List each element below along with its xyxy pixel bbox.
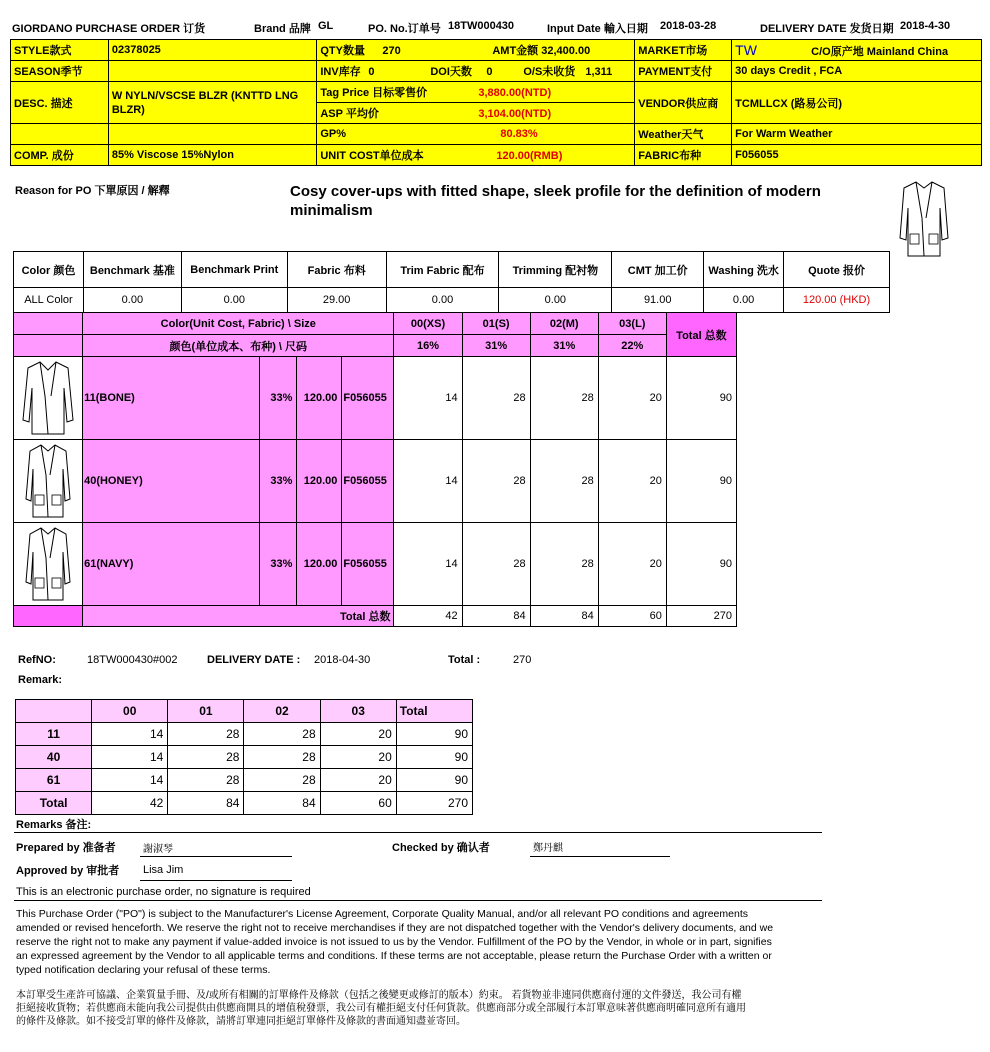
- summary-cell: 20: [320, 769, 396, 792]
- summary-cell: 90: [396, 746, 472, 769]
- season-value: [108, 61, 317, 82]
- approved-label: Approved by 审批者: [16, 865, 120, 877]
- market-value: TW: [735, 41, 757, 58]
- size-total-label: Total 总数: [83, 606, 394, 627]
- prepared-label: Prepared by 准备者: [16, 842, 116, 854]
- cost-value-cell: 0.00: [704, 288, 784, 313]
- summary-cell: 14: [92, 746, 168, 769]
- asp-label: ASP 平均价: [320, 108, 379, 120]
- summary-row-label: Total: [16, 792, 92, 815]
- color-fabric: F056055: [342, 523, 394, 606]
- size-pct: 31%: [462, 335, 530, 357]
- size-total-cell: 60: [598, 606, 666, 627]
- summary-total-row: [16, 792, 473, 815]
- summary-row-label: 11: [16, 723, 92, 746]
- row-total: 90: [666, 440, 736, 523]
- color-name: 40(HONEY): [83, 440, 260, 523]
- asp-value: 3,104.00(NTD): [478, 108, 552, 120]
- qty-cell: 28: [530, 440, 598, 523]
- size-header-row: [14, 313, 737, 335]
- tag-price-label: Tag Price 目标零售价: [320, 87, 428, 99]
- fabric-label: FABRIC布种: [635, 145, 732, 166]
- co-value: Mainland China: [866, 45, 949, 58]
- grand-total-cell: 270: [666, 606, 736, 627]
- garment-sketch-navy: [14, 523, 83, 606]
- summary-cell: 84: [168, 792, 244, 815]
- summary-cell: 60: [320, 792, 396, 815]
- summary-cell: 270: [396, 792, 472, 815]
- reason-text: Cosy cover-ups with fitted shape, sleek profile for the definition of modern minimalism: [290, 183, 821, 219]
- size-total-row: [14, 606, 737, 627]
- cost-header-cell: Trim Fabric 配布: [386, 252, 499, 288]
- cost-value-cell: 0.00: [181, 288, 287, 313]
- garment-sketch-honey: [14, 440, 83, 523]
- style-label: STYLE款式: [11, 40, 109, 61]
- reason-label: Reason for PO 下單原因 / 解釋: [15, 185, 170, 197]
- divider: [14, 832, 822, 833]
- qty-cell: 28: [462, 523, 530, 606]
- size-total-cell: 42: [394, 606, 462, 627]
- input-date-value: 2018-03-28: [660, 20, 717, 32]
- cost-header-cell: Trimming 配衬物: [499, 252, 612, 288]
- qty-value: 270: [382, 45, 401, 57]
- ref-total-value: 270: [513, 654, 532, 666]
- remarks-label: Remarks 备注:: [16, 819, 92, 831]
- color-cost: 120.00: [297, 357, 342, 440]
- color-cost: 120.00: [297, 523, 342, 606]
- color-name: 11(BONE): [83, 357, 260, 440]
- checked-label: Checked by 确认者: [392, 842, 490, 854]
- signature-line: [140, 880, 292, 881]
- co-label: C/O原产地: [811, 45, 864, 58]
- summary-cell: 20: [320, 746, 396, 769]
- style-value: 02378025: [108, 40, 317, 61]
- size-header: 01(S): [462, 313, 530, 335]
- terms-english: [16, 907, 773, 977]
- summary-cell: 84: [244, 792, 320, 815]
- comp-label: COMP. 成份: [11, 145, 109, 166]
- signature-line: [530, 856, 670, 857]
- input-date-label: Input Date 輸入日期: [547, 23, 648, 35]
- ref-delivery-label: DELIVERY DATE :: [207, 654, 301, 666]
- qty-cell: 28: [530, 523, 598, 606]
- gp-label: GP%: [320, 128, 347, 140]
- payment-label: PAYMENT支付: [635, 61, 732, 82]
- unit-cost-value: 120.00(RMB): [496, 150, 563, 162]
- qty-cell: 20: [598, 523, 666, 606]
- market-label: MARKET市场: [635, 40, 732, 61]
- delivery-date-value: 2018-4-30: [900, 20, 951, 32]
- size-header: 00(XS): [394, 313, 462, 335]
- summary-row: [16, 746, 473, 769]
- size-total-cell: 84: [462, 606, 530, 627]
- qty-cell: 28: [462, 440, 530, 523]
- terms-en-line: amended or revised henceforth. We reserve the right not to receive merchandises if they are not dispatched together with the Vendor's delivery documents, and we: [16, 922, 774, 934]
- summary-header-cell: 03: [320, 700, 396, 723]
- summary-row: [16, 723, 473, 746]
- color-cost: 120.00: [297, 440, 342, 523]
- size-header-line1: Color(Unit Cost, Fabric) \ Size: [83, 313, 394, 335]
- cost-value-cell: 29.00: [287, 288, 386, 313]
- summary-cell: 28: [244, 746, 320, 769]
- qty-cell: 14: [394, 440, 462, 523]
- remark-label: Remark:: [18, 674, 63, 686]
- color-fabric: F056055: [342, 357, 394, 440]
- cost-value-cell: 0.00: [386, 288, 499, 313]
- cost-header-cell: Fabric 布料: [287, 252, 386, 288]
- weather-value: For Warm Weather: [732, 124, 982, 145]
- electronic-note: This is an electronic purchase order, no signature is required: [16, 886, 311, 898]
- qty-cell: 14: [394, 523, 462, 606]
- size-header: 02(M): [530, 313, 598, 335]
- row-total: 90: [666, 357, 736, 440]
- row-total: 90: [666, 523, 736, 606]
- terms-en-line: This Purchase Order ("PO") is subject to the Manufacturer's License Agreement, Corporate Quality Manual, and/or all relevant PO conditions and agreements: [16, 908, 748, 920]
- unit-cost-label: UNIT COST单位成本: [320, 150, 424, 162]
- po-info-grid: [10, 39, 982, 166]
- cost-header-cell: Washing 洗水: [704, 252, 784, 288]
- summary-row-label: 40: [16, 746, 92, 769]
- cost-header-cell: Quote 报价: [784, 252, 890, 288]
- amt-label: AMT金额: [492, 45, 539, 57]
- summary-cell: 42: [92, 792, 168, 815]
- color-fabric: F056055: [342, 440, 394, 523]
- qty-label: QTY数量: [320, 45, 365, 57]
- brand-value: GL: [318, 20, 334, 32]
- size-pct: 22%: [598, 335, 666, 357]
- brand-label: Brand 品牌: [254, 23, 311, 35]
- doi-value: 0: [486, 66, 493, 78]
- cost-value-cell: ALL Color: [14, 288, 84, 313]
- os-value: 1,311: [585, 66, 613, 78]
- size-breakdown-table: [13, 312, 737, 627]
- garment-sketch-bone: [14, 357, 83, 440]
- summary-cell: 90: [396, 723, 472, 746]
- comp-value: 85% Viscose 15%Nylon: [108, 145, 317, 166]
- cost-header-cell: Benchmark 基准: [83, 252, 181, 288]
- divider: [14, 900, 822, 901]
- cost-header-cell: CMT 加工价: [612, 252, 704, 288]
- signature-line: [140, 856, 292, 857]
- os-label: O/S未收货: [523, 66, 576, 78]
- amt-value: 32,400.00: [541, 45, 591, 57]
- terms-zh-line: 拒絕接收貨物；若供應商未能向我公司提供由供應商開具的增值稅發票，我公司有權拒絕支付任何貨款。供應商部分或全部履行本訂單意味著供應商明確同意所有適用: [16, 1003, 746, 1014]
- qty-cell: 14: [394, 357, 462, 440]
- weather-label: Weather天气: [635, 124, 732, 145]
- approved-value: Lisa Jim: [143, 864, 184, 876]
- ref-label: RefNO:: [18, 654, 56, 666]
- summary-header-row: [16, 700, 473, 723]
- size-total-cell: 84: [530, 606, 598, 627]
- cost-header-cell: Color 颜色: [14, 252, 84, 288]
- color-pct: 33%: [260, 523, 297, 606]
- terms-zh-line: 本訂單受生產許可協議、企業質量手冊、及/或所有相關的訂單條件及條款（包括之後變更或修訂的版本）約束。 若貨物並非連同供應商付運的文件發送，我公司有權: [16, 990, 742, 1001]
- cost-value-cell: 91.00: [612, 288, 704, 313]
- summary-header-cell: 01: [168, 700, 244, 723]
- color-pct: 33%: [260, 357, 297, 440]
- terms-zh-line: 的條件及條款。如不接受訂單的條件及條款，請將訂單連同拒絕訂單條件及條款的書面通知盡並寄回。: [16, 1016, 466, 1027]
- color-row: [14, 357, 737, 440]
- summary-cell: 28: [168, 769, 244, 792]
- desc-label: DESC. 描述: [11, 82, 109, 124]
- summary-header-cell: 00: [92, 700, 168, 723]
- summary-cell: 14: [92, 723, 168, 746]
- cost-breakdown-table: [13, 251, 890, 313]
- gp-value: 80.83%: [500, 128, 538, 140]
- summary-cell: 28: [168, 746, 244, 769]
- summary-header-cell: 02: [244, 700, 320, 723]
- company-title: GIORDANO PURCHASE ORDER 订货: [12, 23, 206, 35]
- color-pct: 33%: [260, 440, 297, 523]
- size-pct: 31%: [530, 335, 598, 357]
- desc-value: W NYLN/VSCSE BLZR (KNTTD LNG BLZR): [108, 82, 317, 124]
- summary-table: [15, 699, 473, 815]
- inv-label: INV库存: [320, 66, 361, 78]
- tag-price-value: 3,880.00(NTD): [478, 87, 552, 99]
- ref-total-label: Total :: [448, 654, 481, 666]
- summary-cell: 28: [168, 723, 244, 746]
- terms-en-line: reserve the right not to make any payment if value-added invoice is not issued to us by the Vendor. Fulfillment of the PO by the Vendor, in whole or in part, signifies: [16, 936, 772, 948]
- payment-value: 30 days Credit , FCA: [732, 61, 982, 82]
- qty-cell: 20: [598, 440, 666, 523]
- cost-value-row: [14, 288, 890, 313]
- color-name: 61(NAVY): [83, 523, 260, 606]
- delivery-date-label: DELIVERY DATE 发货日期: [760, 23, 894, 35]
- season-label: SEASON季节: [11, 61, 109, 82]
- terms-en-line: typed notification declaring your refusal of these terms.: [16, 964, 271, 976]
- color-row: [14, 440, 737, 523]
- qty-cell: 28: [530, 357, 598, 440]
- color-row: [14, 523, 737, 606]
- size-pct: 16%: [394, 335, 462, 357]
- summary-cell: 14: [92, 769, 168, 792]
- summary-row: [16, 769, 473, 792]
- qty-cell: 20: [598, 357, 666, 440]
- garment-sketch-main: [896, 178, 952, 260]
- doi-label: DOI天数: [430, 66, 472, 78]
- cost-header-row: [14, 252, 890, 288]
- cost-header-cell: Benchmark Print: [181, 252, 287, 288]
- terms-en-line: an expressed agreement by the Vendor to all applicable terms and conditions. If these terms are not acceptable, please return the Purchase Order with a written or: [16, 950, 772, 962]
- fabric-value: F056055: [732, 145, 982, 166]
- checked-value: 鄭丹麒: [533, 843, 563, 854]
- po-label: PO. No.订单号: [368, 23, 441, 35]
- quote-value-cell: 120.00 (HKD): [784, 288, 890, 313]
- cost-value-cell: 0.00: [499, 288, 612, 313]
- size-pct-row: [14, 335, 737, 357]
- summary-cell: 28: [244, 723, 320, 746]
- qty-cell: 28: [462, 357, 530, 440]
- summary-header-cell: Total: [396, 700, 472, 723]
- vendor-value: TCMLLCX (路易公司): [732, 82, 982, 124]
- total-header: Total 总数: [666, 313, 736, 357]
- summary-cell: 90: [396, 769, 472, 792]
- summary-cell: 28: [244, 769, 320, 792]
- ref-delivery-value: 2018-04-30: [314, 654, 371, 666]
- size-header-line2: 颜色(单位成本、布种) \ 尺码: [83, 335, 394, 357]
- size-header: 03(L): [598, 313, 666, 335]
- vendor-label: VENDOR供应商: [635, 82, 732, 124]
- po-value: 18TW000430: [448, 20, 515, 32]
- prepared-value: 謝淑琴: [143, 844, 173, 855]
- ref-value: 18TW000430#002: [87, 654, 178, 666]
- summary-row-label: 61: [16, 769, 92, 792]
- terms-chinese: [16, 989, 746, 1028]
- summary-header-cell: [16, 700, 92, 723]
- summary-cell: 20: [320, 723, 396, 746]
- inv-value: 0: [368, 66, 375, 78]
- cost-value-cell: 0.00: [83, 288, 181, 313]
